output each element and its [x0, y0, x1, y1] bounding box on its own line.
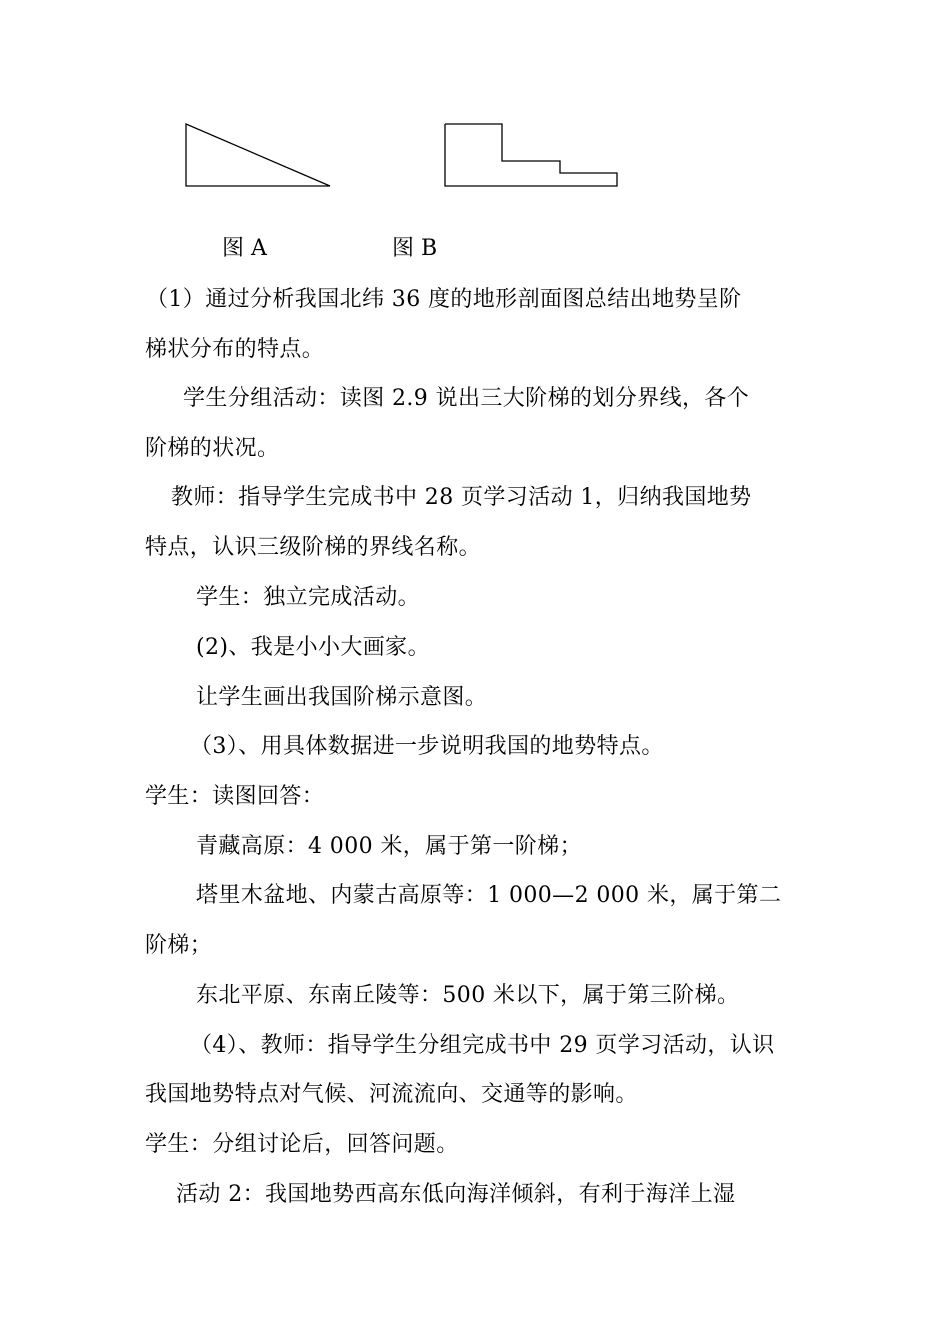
text-line: 让学生画出我国阶梯示意图。	[196, 685, 488, 710]
figure-b-staircase	[445, 124, 617, 186]
text-line: 塔里木盆地、内蒙古高原等：1 000—2 000 米，属于第二	[196, 883, 782, 908]
text-line: 梯状分布的特点。	[145, 337, 325, 362]
figures	[0, 0, 950, 230]
text-line: （1）通过分析我国北纬 36 度的地形剖面图总结出地势呈阶	[146, 287, 742, 312]
text-line: （4）、教师：指导学生分组完成书中 29 页学习活动，认识	[190, 1033, 775, 1058]
text-line: 阶梯；	[145, 933, 213, 958]
text-line: 学生：独立完成活动。	[196, 585, 421, 610]
text-line: 学生分组活动：读图 2.9 说出三大阶梯的划分界线，各个	[183, 386, 750, 411]
figure-a-caption: 图 A	[222, 236, 267, 261]
text-line: 学生：分组讨论后，回答问题。	[145, 1132, 459, 1157]
text-line: 活动 2：我国地势西高东低向海洋倾斜，有利于海洋上湿	[176, 1182, 736, 1207]
text-line: 青藏高原：4 000 米，属于第一阶梯；	[196, 834, 582, 859]
text-line: (2)、我是小小大画家。	[196, 635, 430, 660]
text-line: 学生：读图回答：	[145, 784, 325, 809]
text-line: 我国地势特点对气候、河流流向、交通等的影响。	[145, 1082, 638, 1107]
text-line: 特点，认识三级阶梯的界线名称。	[145, 535, 482, 560]
figure-b-caption: 图 B	[392, 236, 438, 261]
text-line: 阶梯的状况。	[145, 436, 280, 461]
text-line: 教师：指导学生完成书中 28 页学习活动 1，归纳我国地势	[171, 485, 752, 510]
text-line: （3）、用具体数据进一步说明我国的地势特点。	[190, 734, 664, 759]
text-line: 东北平原、东南丘陵等：500 米以下，属于第三阶梯。	[196, 983, 740, 1008]
figure-a-triangle	[186, 124, 330, 186]
